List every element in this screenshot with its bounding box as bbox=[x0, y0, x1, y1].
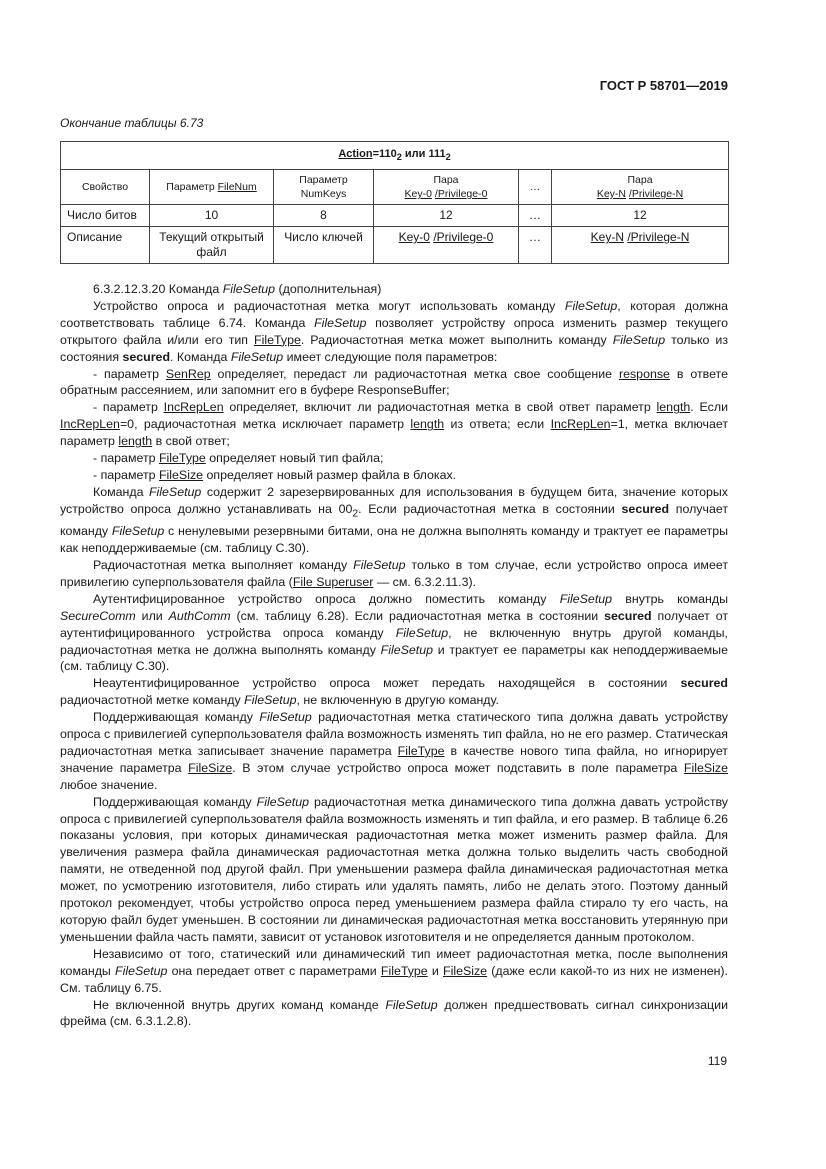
paragraph: Неаутентифицированное устройство опроса может передать находящейся в состоянии secured радиочастотной метке команду FileSetup, не включенную в другую команду. bbox=[60, 676, 728, 708]
bits-numkeys: 8 bbox=[274, 205, 374, 227]
table-row bbox=[61, 227, 729, 264]
desc-key0-link[interactable]: Key-0 bbox=[398, 230, 430, 245]
desc-key0 bbox=[374, 227, 519, 264]
file-superuser-link[interactable]: File Superuser bbox=[292, 574, 374, 589]
standard-number: ГОСТ Р 58701—2019 bbox=[599, 78, 728, 93]
increplen-link[interactable]: IncRepLen bbox=[550, 417, 611, 432]
page-number: 119 bbox=[707, 1054, 727, 1068]
header-keyn bbox=[552, 170, 729, 205]
desc-numkeys: Число ключей bbox=[274, 227, 374, 264]
filetype-link[interactable]: FileType bbox=[158, 451, 206, 466]
section-heading: 6.3.2.12.3.20 Команда FileSetup (дополнительная) bbox=[93, 282, 382, 296]
table-row bbox=[61, 205, 729, 227]
header-filenum bbox=[150, 170, 274, 205]
desc-label: Описание bbox=[61, 227, 150, 264]
paragraph: Поддерживающая команду FileSetup радиочастотная метка динамического типа должна давать устройству опроса с привилегией суперпользователя файла возможность изменять и тип файла, и его размер. В таблице 6.26 показаны условия, при которых динамическая радиочастотная метка может изменить размер файла. Для увеличения размера файла динамическая радиочастотная метка должна только выделить часть свободной памяти, не отведенной под другой файл. При уменьшении размера файла динамическая радиочастотная метка может, по усмотрению изготовителя, либо стирать или удалять память, либо не делать этого. Поэтому данный протокол рекомендует, чтобы устройство опроса перед уменьшением размера файла стирало ту его часть, на которую файл будет уменьшен. В состоянии ли динамическая радиочастотная метка восстановить утерянную при уменьшении файла часть памяти, зависит от установок изготовителя и не определяется данным протоколом. bbox=[60, 794, 728, 944]
header-keyn-label: Пара bbox=[627, 174, 653, 187]
senrep-link[interactable]: SenRep bbox=[165, 366, 211, 381]
list-item: - параметр SenRep определяет, передаст ли радиочастотная метка свое сообщение response в ответе обратным рассеянием, или запомнит его в буфере ResponseBuffer; bbox=[60, 366, 728, 398]
header-property: Свойство bbox=[61, 170, 150, 205]
list-item: - параметр IncRepLen определяет, включит ли радиочастотная метка в свой ответ параметр length. Если IncRepLen=0, радиочастотная метка исключает параметр length из ответа; если IncRepLen=1, метка включает параметр length в свой ответ; bbox=[60, 400, 729, 449]
action-cell bbox=[61, 142, 729, 170]
bits-ellipsis: … bbox=[519, 205, 552, 227]
bits-keyn: 12 bbox=[552, 205, 729, 227]
desc-ellipsis: … bbox=[519, 227, 552, 264]
header-numkeys-name: NumKeys bbox=[300, 188, 347, 201]
header-numkeys bbox=[274, 170, 374, 205]
header-filenum-prefix: Параметр bbox=[166, 181, 218, 194]
bits-label: Число битов bbox=[61, 205, 150, 227]
filesize-link[interactable]: FileSize bbox=[443, 963, 488, 978]
filesize-link[interactable]: FileSize bbox=[683, 760, 728, 775]
increplen-link[interactable]: IncRepLen bbox=[163, 400, 224, 415]
paragraph: Не включенной внутрь других команд команде FileSetup должен предшествовать сигнал синхронизации фрейма (см. 6.3.1.2.8). bbox=[60, 997, 728, 1029]
privilege0-link[interactable]: /Privilege-0 bbox=[434, 188, 488, 201]
list-item: - параметр FileType определяет новый тип файла; bbox=[93, 451, 384, 466]
paragraph: Радиочастотная метка выполняет команду FileSetup только в том случае, если устройство опроса имеет привилегию суперпользователя файла (File Superuser — см. 6.3.2.11.3). bbox=[60, 557, 728, 589]
header-key0 bbox=[374, 170, 519, 205]
list-item: - параметр FileSize определяет новый размер файла в блоках. bbox=[93, 467, 457, 482]
table-caption: Окончание таблицы 6.73 bbox=[60, 116, 204, 130]
keyn-link[interactable]: Key-N bbox=[596, 188, 626, 201]
header-numkeys-label: Параметр bbox=[299, 174, 348, 187]
length-link[interactable]: length bbox=[656, 400, 691, 415]
length-link[interactable]: length bbox=[118, 434, 153, 449]
bits-filenum: 10 bbox=[150, 205, 274, 227]
filesize-link[interactable]: FileSize bbox=[188, 760, 233, 775]
body-text bbox=[60, 281, 728, 1030]
header-key0-label: Пара bbox=[433, 174, 459, 187]
filetype-link[interactable]: FileType bbox=[397, 743, 445, 758]
key0-link[interactable]: Key-0 bbox=[404, 188, 432, 201]
paragraph: Поддерживающая команду FileSetup радиочастотная метка статического типа должна давать устройству опроса с привилегией суперпользователя файла возможность изменять тип файла, но не его размер. Статическая радиочастотная метка записывает значение параметра FileType в качестве нового типа файла, но игнорирует значение параметра FileSize. В этом случае устройство опроса может подставить в поле параметра FileSize любое значение. bbox=[60, 710, 728, 792]
filetype-link[interactable]: FileType bbox=[380, 963, 428, 978]
action-eq: =110 bbox=[372, 148, 397, 160]
desc-privilegen-link[interactable]: /Privilege-N bbox=[627, 230, 690, 245]
action-sub-1: 2 bbox=[396, 152, 402, 163]
action-row bbox=[61, 142, 729, 170]
desc-keyn bbox=[552, 227, 729, 264]
paragraph: Команда FileSetup содержит 2 зарезервированных для использования в будущем бита, значение которых устройство опроса должно устанавливать на $00_2$. Если радиочастотная метка в состоянии secured получает команду FileSetup с ненулевыми резервными битами, она не должна выполнять команду и трактует ее параметры как неподдерживаемые (см. таблицу С.30). bbox=[60, 484, 729, 556]
action-link[interactable]: Action bbox=[338, 148, 373, 160]
paragraph: Независимо от того, статический или динамический тип имеет радиочастотная метка, после выполнения команды FileSetup она передает ответ с параметрами FileType и FileSize (даже если какой-то из них не изменен). См. таблицу 6.75. bbox=[60, 946, 728, 995]
length-link[interactable]: length bbox=[410, 417, 445, 432]
filesize-link[interactable]: FileSize bbox=[158, 467, 204, 482]
paragraph: Устройство опроса и радиочастотная метка могут использовать команду FileSetup, которая должна соответствовать таблице 6.74. Команда FileSetup позволяет устройству опроса изменить размер текущего открытого файла и/или его тип FileType. Радиочастотная метка может выполнить команду FileSetup только из состояния secured. Команда FileSetup имеет следующие поля параметров: bbox=[60, 298, 729, 364]
bits-key0: 12 bbox=[374, 205, 519, 227]
filenum-link[interactable]: FileNum bbox=[217, 181, 257, 194]
desc-keyn-link[interactable]: Key-N bbox=[590, 230, 624, 245]
response-link[interactable]: response bbox=[618, 366, 670, 381]
desc-privilege0-link[interactable]: /Privilege-0 bbox=[433, 230, 494, 245]
desc-filenum: Текущий открытый файл bbox=[150, 227, 274, 264]
header-row bbox=[61, 170, 729, 205]
action-or: или 111 bbox=[401, 148, 446, 160]
action-sub-2: 2 bbox=[445, 152, 451, 163]
header-ellipsis: … bbox=[519, 170, 552, 205]
increplen-link[interactable]: IncRepLen bbox=[60, 417, 120, 432]
paragraph: Аутентифицированное устройство опроса должно поместить команду FileSetup внутрь команды SecureComm или AuthComm (см. таблицу 6.28). Если радиочастотная метка в состоянии secured получает от аутентифицированного устройства опроса команду FileSetup, не включенную внутрь другой команды, радиочастотная метка не должна выполнять команду FileSetup и трактует ее параметры как неподдерживаемые (см. таблицу С.30). bbox=[60, 591, 728, 674]
parameters-table bbox=[60, 141, 729, 264]
privilegen-link[interactable]: /Privilege-N bbox=[628, 188, 684, 201]
filetype-link[interactable]: FileType bbox=[254, 332, 301, 347]
